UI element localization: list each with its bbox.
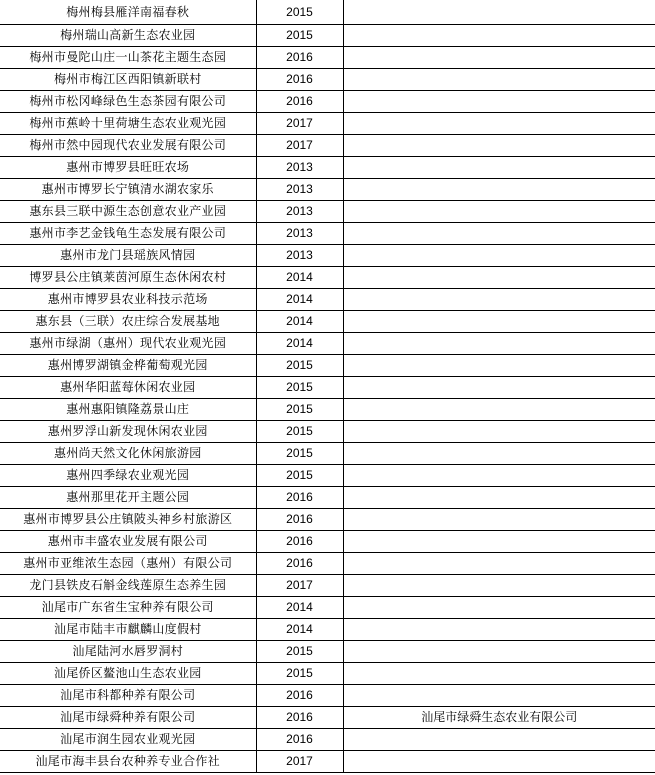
table-row xyxy=(0,399,655,421)
name-cell: 梅州市蕉岭十里荷塘生态农业观光园 xyxy=(0,113,256,135)
table-row xyxy=(0,443,655,465)
year-cell: 2017 xyxy=(256,751,343,773)
year-cell: 2015 xyxy=(256,25,343,47)
year-cell: 2014 xyxy=(256,597,343,619)
note-cell xyxy=(343,531,655,553)
year-cell: 2014 xyxy=(256,267,343,289)
table-row xyxy=(0,465,655,487)
note-cell xyxy=(343,355,655,377)
note-cell xyxy=(343,685,655,707)
year-cell: 2015 xyxy=(256,421,343,443)
name-cell: 汕尾侨区鳌池山生态农业园 xyxy=(0,663,256,685)
year-cell: 2016 xyxy=(256,553,343,575)
table-row xyxy=(0,685,655,707)
table-row xyxy=(0,487,655,509)
year-cell: 2015 xyxy=(256,641,343,663)
year-cell: 2014 xyxy=(256,619,343,641)
year-cell: 2013 xyxy=(256,179,343,201)
note-cell xyxy=(343,509,655,531)
note-cell xyxy=(343,311,655,333)
table-row xyxy=(0,575,655,597)
table-row xyxy=(0,91,655,113)
note-cell xyxy=(343,377,655,399)
table-row xyxy=(0,641,655,663)
note-cell xyxy=(343,25,655,47)
note-cell xyxy=(343,245,655,267)
note-cell xyxy=(343,47,655,69)
name-cell: 惠州市博罗县农业科技示范场 xyxy=(0,289,256,311)
note-cell xyxy=(343,421,655,443)
year-cell: 2016 xyxy=(256,509,343,531)
name-cell: 梅州市然中园现代农业发展有限公司 xyxy=(0,135,256,157)
year-cell: 2016 xyxy=(256,531,343,553)
note-cell xyxy=(343,751,655,773)
table-row xyxy=(0,355,655,377)
note-cell xyxy=(343,619,655,641)
year-cell: 2015 xyxy=(256,465,343,487)
table-row xyxy=(0,333,655,355)
table-row xyxy=(0,751,655,773)
name-cell: 汕尾市科都种养有限公司 xyxy=(0,685,256,707)
table-row xyxy=(0,619,655,641)
name-cell: 惠州那里花开主题公园 xyxy=(0,487,256,509)
table-row xyxy=(0,179,655,201)
year-cell: 2015 xyxy=(256,355,343,377)
note-cell xyxy=(343,729,655,751)
name-cell: 惠州市博罗县公庄镇陂头神乡村旅游区 xyxy=(0,509,256,531)
note-cell xyxy=(343,487,655,509)
year-cell: 2013 xyxy=(256,157,343,179)
note-cell xyxy=(343,465,655,487)
note-cell xyxy=(343,663,655,685)
year-cell: 2013 xyxy=(256,201,343,223)
note-cell xyxy=(343,223,655,245)
table-row xyxy=(0,47,655,69)
name-cell: 汕尾市绿舜种养有限公司 xyxy=(0,707,256,729)
year-cell: 2017 xyxy=(256,135,343,157)
name-cell: 惠州市亚维浓生态园（惠州）有限公司 xyxy=(0,553,256,575)
table-row xyxy=(0,597,655,619)
table-row xyxy=(0,245,655,267)
table-row xyxy=(0,223,655,245)
note-cell xyxy=(343,179,655,201)
name-cell: 梅州市梅江区西阳镇新联村 xyxy=(0,69,256,91)
name-cell: 惠东县（三联）农庄综合发展基地 xyxy=(0,311,256,333)
year-cell: 2017 xyxy=(256,113,343,135)
name-cell: 汕尾市海丰县台农种养专业合作社 xyxy=(0,751,256,773)
year-cell: 2013 xyxy=(256,223,343,245)
note-cell xyxy=(343,267,655,289)
year-cell: 2015 xyxy=(256,399,343,421)
year-cell: 2015 xyxy=(256,377,343,399)
name-cell: 惠州市李艺金钱龟生态发展有限公司 xyxy=(0,223,256,245)
table-row xyxy=(0,729,655,751)
name-cell: 惠州博罗湖镇金桦葡萄观光园 xyxy=(0,355,256,377)
note-cell xyxy=(343,69,655,91)
year-cell: 2016 xyxy=(256,69,343,91)
name-cell: 惠州华阳蓝莓休闲农业园 xyxy=(0,377,256,399)
year-cell: 2016 xyxy=(256,707,343,729)
table-row xyxy=(0,69,655,91)
table-row xyxy=(0,201,655,223)
name-cell: 龙门县铁皮石斛金线莲原生态养生园 xyxy=(0,575,256,597)
note-cell xyxy=(343,91,655,113)
name-cell: 梅州瑞山高新生态农业园 xyxy=(0,25,256,47)
table-row xyxy=(0,663,655,685)
note-cell xyxy=(343,597,655,619)
note-cell xyxy=(343,553,655,575)
name-cell: 惠州尚天然文化休闲旅游园 xyxy=(0,443,256,465)
year-cell: 2016 xyxy=(256,47,343,69)
table-row xyxy=(0,135,655,157)
table-row xyxy=(0,267,655,289)
year-cell: 2016 xyxy=(256,729,343,751)
note-cell xyxy=(343,443,655,465)
year-cell: 2016 xyxy=(256,487,343,509)
note-cell xyxy=(343,113,655,135)
name-cell: 惠州市龙门县瑶族风情园 xyxy=(0,245,256,267)
table-row xyxy=(0,311,655,333)
note-cell xyxy=(343,0,655,25)
name-cell: 梅州梅县雁洋南福春秋 xyxy=(0,0,256,25)
note-cell xyxy=(343,135,655,157)
table-row xyxy=(0,707,655,729)
note-cell xyxy=(343,333,655,355)
name-cell: 惠州市丰盛农业发展有限公司 xyxy=(0,531,256,553)
table-row xyxy=(0,25,655,47)
name-cell: 惠州四季绿农业观光园 xyxy=(0,465,256,487)
year-cell: 2014 xyxy=(256,289,343,311)
name-cell: 汕尾陆河水唇罗洞村 xyxy=(0,641,256,663)
year-cell: 2013 xyxy=(256,245,343,267)
table-row xyxy=(0,377,655,399)
note-cell xyxy=(343,399,655,421)
year-cell: 2015 xyxy=(256,443,343,465)
name-cell: 惠东县三联中源生态创意农业产业园 xyxy=(0,201,256,223)
name-cell: 汕尾市广东省生宝种养有限公司 xyxy=(0,597,256,619)
table-row xyxy=(0,157,655,179)
note-cell xyxy=(343,157,655,179)
name-cell: 惠州市博罗长宁镇清水湖农家乐 xyxy=(0,179,256,201)
name-cell: 汕尾市润生园农业观光园 xyxy=(0,729,256,751)
table-row xyxy=(0,421,655,443)
name-cell: 梅州市曼陀山庄一山茶花主题生态园 xyxy=(0,47,256,69)
name-cell: 惠州市绿湖（惠州）现代农业观光园 xyxy=(0,333,256,355)
name-cell: 惠州市博罗县旺旺农场 xyxy=(0,157,256,179)
table-row xyxy=(0,289,655,311)
table-row xyxy=(0,113,655,135)
year-cell: 2014 xyxy=(256,311,343,333)
table-row xyxy=(0,553,655,575)
year-cell: 2015 xyxy=(256,663,343,685)
note-cell: 汕尾市绿舜生态农业有限公司 xyxy=(343,707,655,729)
table-row xyxy=(0,509,655,531)
year-cell: 2016 xyxy=(256,91,343,113)
year-cell: 2015 xyxy=(256,0,343,25)
table-row xyxy=(0,531,655,553)
table-row xyxy=(0,0,655,25)
note-cell xyxy=(343,201,655,223)
name-cell: 博罗县公庄镇莱茵河原生态休闲农村 xyxy=(0,267,256,289)
note-cell xyxy=(343,641,655,663)
name-cell: 惠州罗浮山新发现休闲农业园 xyxy=(0,421,256,443)
year-cell: 2016 xyxy=(256,685,343,707)
name-cell: 惠州惠阳镇隆荔景山庄 xyxy=(0,399,256,421)
name-cell: 汕尾市陆丰市麒麟山度假村 xyxy=(0,619,256,641)
note-cell xyxy=(343,575,655,597)
year-cell: 2017 xyxy=(256,575,343,597)
note-cell xyxy=(343,289,655,311)
name-cell: 梅州市松冈峰绿色生态茶园有限公司 xyxy=(0,91,256,113)
year-cell: 2014 xyxy=(256,333,343,355)
